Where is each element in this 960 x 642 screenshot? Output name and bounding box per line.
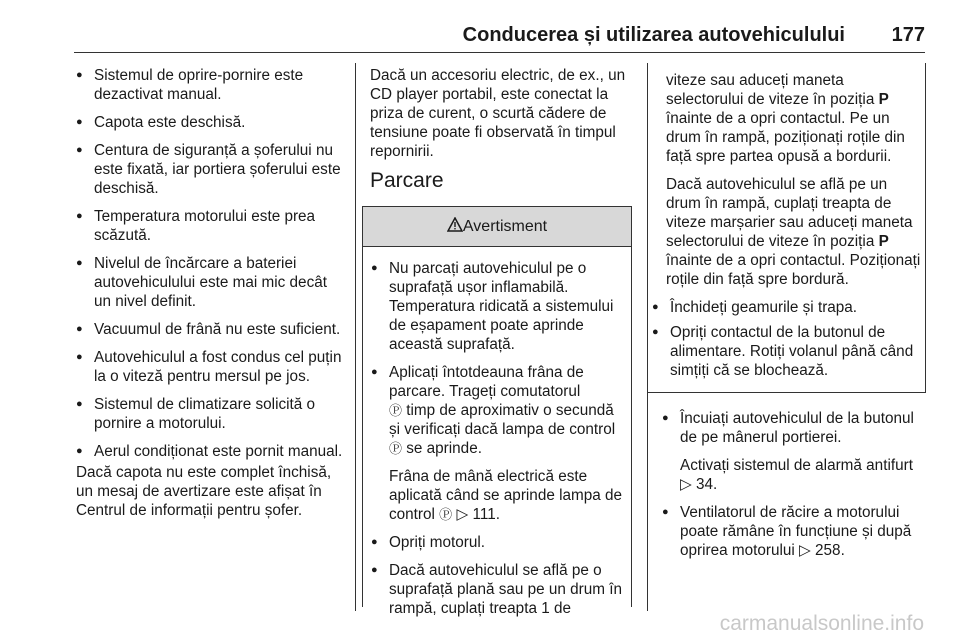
list-item: ● Autovehiculul a fost condus cel puțin la o viteză pentru mersul pe jos. <box>76 348 346 386</box>
list-item: ● Nivelul de încărcare a bateriei autovehiculului este mai mic decât un nivel definit. <box>76 254 346 311</box>
list-item: ● Ventilatorul de răcire a motorului poate rămâne în funcțiune și după oprirea motorului ▷ 258. <box>662 503 926 560</box>
parking-brake-icon: Ⓟ <box>389 403 403 418</box>
sub-paragraph: Dacă autovehiculul se află pe un drum în rampă, cuplați treapta de viteze marșarier sau aduceți maneta selectorului de viteze în poziția P înainte de a opri contactul. Poziționați roțile din față spre bordură. <box>666 176 921 288</box>
paragraph: Dacă un accesoriu electric, de ex., un CD player portabil, este conectat la priza de curent, o scurtă cădere de tensiune poate fi observată în timpul repornirii. <box>370 67 626 160</box>
list-item: ● Aplicați întotdeauna frâna de parcare. Trageți comutatorul Ⓟ timp de aproximativ o secundă și verificați dacă lampa de control Ⓟ se aprinde. Frâna de mână electrică este aplicată când se aprinde lampa de control Ⓟ ▷ 111. <box>371 363 623 524</box>
page-reference-link[interactable]: 258. <box>815 542 845 559</box>
chapter-title: Conducerea și utilizarea autovehiculului <box>462 24 845 46</box>
parking-brake-icon: Ⓟ <box>439 507 453 522</box>
list-item: ● Opriți motorul. <box>371 533 623 552</box>
page-reference-link[interactable]: 111. <box>472 506 500 523</box>
warning-triangle-icon <box>447 218 463 235</box>
page-number: 177 <box>891 24 925 46</box>
list-item: ● Încuiați autovehiculul de la butonul de pe mânerul portierei. Activați sistemul de alarmă antifurt ▷ 34. <box>662 409 926 494</box>
sub-paragraph: Activați sistemul de alarmă antifurt ▷ 34. <box>680 457 913 493</box>
column-divider <box>355 63 356 611</box>
list-item: ● Sistemul de climatizare solicită o pornire a motorului. <box>76 395 346 433</box>
list-item: ● Aerul condiționat este pornit manual. <box>76 442 346 461</box>
parking-brake-icon: Ⓟ <box>389 441 403 456</box>
page-reference-arrow-icon: ▷ <box>799 542 811 559</box>
warning-heading-label: Avertisment <box>462 218 548 235</box>
header-rule <box>74 52 925 53</box>
column-3 <box>662 63 926 569</box>
sub-paragraph: Frâna de mână electrică este aplicată când se aprinde lampa de control Ⓟ ▷ 111. <box>389 468 623 523</box>
paragraph: viteze sau aduceți maneta selectorului de viteze în poziția P înainte de a opri contactul. Pe un drum în rampă, poziționați roțile din față spre partea opusă a bordurii. <box>666 72 905 165</box>
list-item: ● Dacă autovehiculul se află pe o suprafață plană sau pe un drum în rampă, cuplați treapta 1 de <box>371 561 623 618</box>
page-reference-arrow-icon: ▷ <box>680 476 692 493</box>
page-reference-link[interactable]: 34. <box>696 476 718 493</box>
list-item: ● Centura de siguranță a șoferului nu este fixată, iar portiera șoferului este deschisă. <box>76 141 346 198</box>
list-item: ● Nu parcați autovehiculul pe o suprafață ușor inflamabilă. Temperatura ridicată a sistemului de eșapament poate aprinde această suprafață. <box>371 259 623 354</box>
warning-heading <box>363 207 631 247</box>
warning-box <box>362 206 632 617</box>
warning-box-continued <box>647 63 926 393</box>
warning-body <box>363 247 631 618</box>
list-item: ● Temperatura motorului este prea scăzută. <box>76 207 346 245</box>
list-item: ● Sistemul de oprire-pornire este dezactivat manual. <box>76 66 346 104</box>
column-2 <box>370 66 632 617</box>
list-item: ● Vacuumul de frână nu este suficient. <box>76 320 346 339</box>
column-1 <box>76 66 346 529</box>
page-header <box>74 24 925 50</box>
list-item: ● Închideți geamurile și trapa. <box>652 298 921 317</box>
section-title: Parcare <box>370 169 444 192</box>
page-reference-arrow-icon: ▷ <box>456 506 469 523</box>
post-warning-list <box>662 409 926 560</box>
list-item: ● Capota este deschisă. <box>76 113 346 132</box>
paragraph: Dacă capota nu este complet închisă, un mesaj de avertizare este afișat în Centrul de informații pentru șofer. <box>76 464 332 519</box>
watermark: carmanualsonline.info <box>719 612 924 635</box>
list-item: ● Opriți contactul de la butonul de alimentare. Rotiți volanul până când simțiți că se blochează. <box>652 323 921 380</box>
